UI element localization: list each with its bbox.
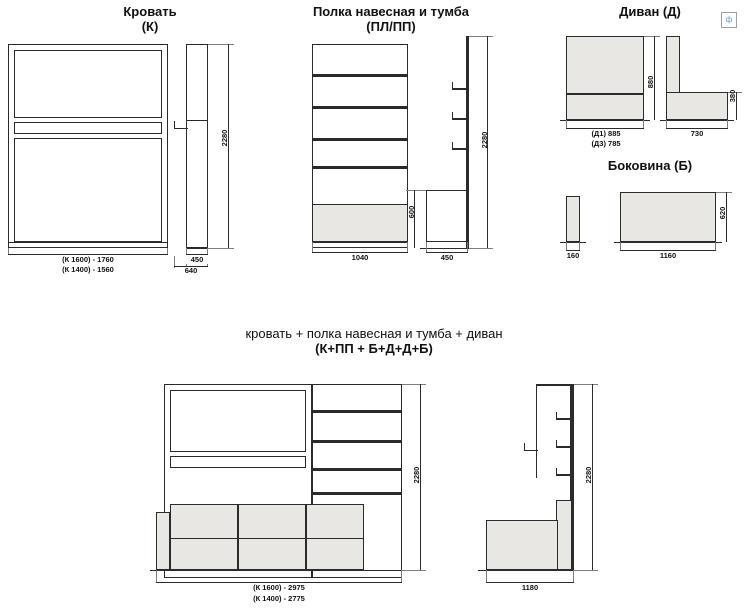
section-title-sofa: Диван (Д) [619, 4, 681, 19]
sofa-width-d1: (Д1) 885 [560, 129, 652, 138]
shelf-side-bracket-1-stem [452, 82, 453, 90]
combo-bed-inner-top [170, 390, 306, 452]
sofa-depth-730: 730 [662, 129, 732, 138]
bed-side-shelf-line [186, 120, 208, 121]
combo-height-side: 2280 [584, 466, 593, 484]
shelf-height-ext-bottom [469, 248, 493, 249]
bed-side-depth-450: 450 [173, 255, 221, 264]
combo-side-bracket-2 [556, 446, 572, 448]
combo-shelf-line-4 [312, 492, 402, 495]
combo-side-bracket-3 [556, 474, 572, 476]
side-panel-edge-base [560, 242, 586, 243]
side-panel-width: 1160 [620, 251, 716, 260]
combo-sofa-seat-divider-1 [170, 538, 364, 539]
combo-side-sofa-back [556, 500, 572, 570]
combo-side-bracket-1-stem [556, 412, 557, 420]
combo-side-bracket-3-stem [556, 468, 557, 476]
bed-front-width-1400: (К 1400) - 1560 [62, 265, 114, 274]
combo-sofa-seat-1 [170, 504, 238, 570]
combo-shelf-line-3 [312, 468, 402, 471]
shelf-side-bracket-2 [452, 118, 468, 120]
side-panel-face-base [614, 242, 722, 243]
combo-front-h-ext-bottom [402, 570, 426, 571]
cabinet-height: 600 [407, 205, 416, 219]
shelf-side-base-line [420, 248, 474, 249]
combo-side-base-line [478, 570, 588, 571]
bed-side-hook-stem [174, 121, 175, 129]
shelf-side-bracket-3-stem [452, 142, 453, 150]
shelf-side-bracket-3 [452, 148, 468, 150]
combo-side-sofa-seat [486, 520, 558, 570]
combo-side-bracket-1 [556, 418, 572, 420]
shelf-side-cabinet [426, 190, 468, 242]
sofa-side-seat [666, 92, 728, 120]
bed-front-base-line [8, 242, 168, 243]
bed-side-hook [174, 128, 188, 129]
side-panel-height: 620 [718, 206, 727, 220]
shelf-height-ext-top [469, 36, 493, 37]
shelf-height: 2280 [480, 131, 489, 149]
sofa-side-base-line [660, 120, 734, 121]
brand-logo-icon: ф [721, 12, 737, 28]
section-title-side-panel: Боковина (Б) [607, 158, 693, 173]
combo-side-h-ext-bottom [574, 570, 598, 571]
bed-front-width-1600: (К 1600) - 1760 [8, 255, 168, 264]
side-panel-face-view [620, 192, 716, 242]
combo-depth: 1180 [486, 583, 574, 592]
bed-height-ext-bottom [208, 248, 234, 249]
cabinet-height-ext-top [406, 190, 426, 191]
shelf-front-shelf-4 [312, 166, 408, 169]
shelf-side-bracket-1 [452, 88, 468, 90]
combo-sofa-left-arm [156, 512, 170, 570]
bed-front-inner-mid [14, 122, 162, 134]
combo-height-front: 2280 [412, 466, 421, 484]
sofa-front-base-line [560, 120, 650, 121]
bed-side-depth-640: 640 [184, 266, 198, 275]
combo-side-h-ext-top [574, 384, 598, 385]
shelf-front-shelf-1 [312, 74, 408, 77]
sofa-front-seat [566, 94, 644, 120]
bed-side-base-line [186, 248, 208, 249]
sofa-height-880: 880 [646, 75, 655, 89]
section-title-bed: Кровать (К) [123, 4, 177, 34]
combo-bed-inner-mid [170, 456, 306, 468]
section-title-combo: кровать + полка навесная и тумба + диван (К+ПП + Б+Д+Д+Б) [245, 326, 503, 356]
combo-front-base-line [150, 570, 406, 571]
combo-width-1600: (К 1600) - 2975 [156, 583, 402, 592]
combo-sofa-seat-2 [238, 504, 306, 570]
side-panel-thickness: 160 [556, 251, 590, 260]
shelf-depth: 450 [421, 253, 473, 262]
combo-front-h-ext-top [402, 384, 426, 385]
sofa-front-backrest [566, 36, 644, 94]
combo-side-top [536, 384, 574, 386]
shelf-side-bracket-2-stem [452, 112, 453, 120]
bed-side-outline [186, 44, 208, 248]
bed-height: 2280 [220, 129, 229, 147]
combo-side-hook [524, 450, 538, 451]
shelf-front-shelf-2 [312, 106, 408, 109]
section-title-shelf: Полка навесная и тумба (ПЛ/ПП) [312, 4, 470, 34]
shelf-width: 1040 [312, 253, 408, 262]
sofa-width-d3: (Д3) 785 [591, 139, 621, 148]
shelf-front-shelf-3 [312, 138, 408, 141]
combo-side-left-edge [536, 384, 537, 478]
combo-sofa-seat-3 [306, 504, 364, 570]
combo-shelf-line-2 [312, 440, 402, 443]
combo-shelf-line-1 [312, 410, 402, 413]
shelf-front-cabinet [312, 204, 408, 242]
combo-side-bracket-2-stem [556, 440, 557, 448]
shelf-front-base-line [312, 242, 408, 243]
sofa-h880-ext-top [644, 36, 660, 37]
bed-front-inner-bottom [14, 138, 162, 242]
bed-front-inner-top [14, 50, 162, 118]
bed-height-ext-top [208, 44, 234, 45]
sofa-seat-height-380: 380 [728, 89, 737, 103]
combo-side-hook-stem [524, 443, 525, 451]
combo-width-1400: (К 1400) - 2775 [253, 594, 305, 603]
side-panel-edge-view [566, 196, 580, 242]
